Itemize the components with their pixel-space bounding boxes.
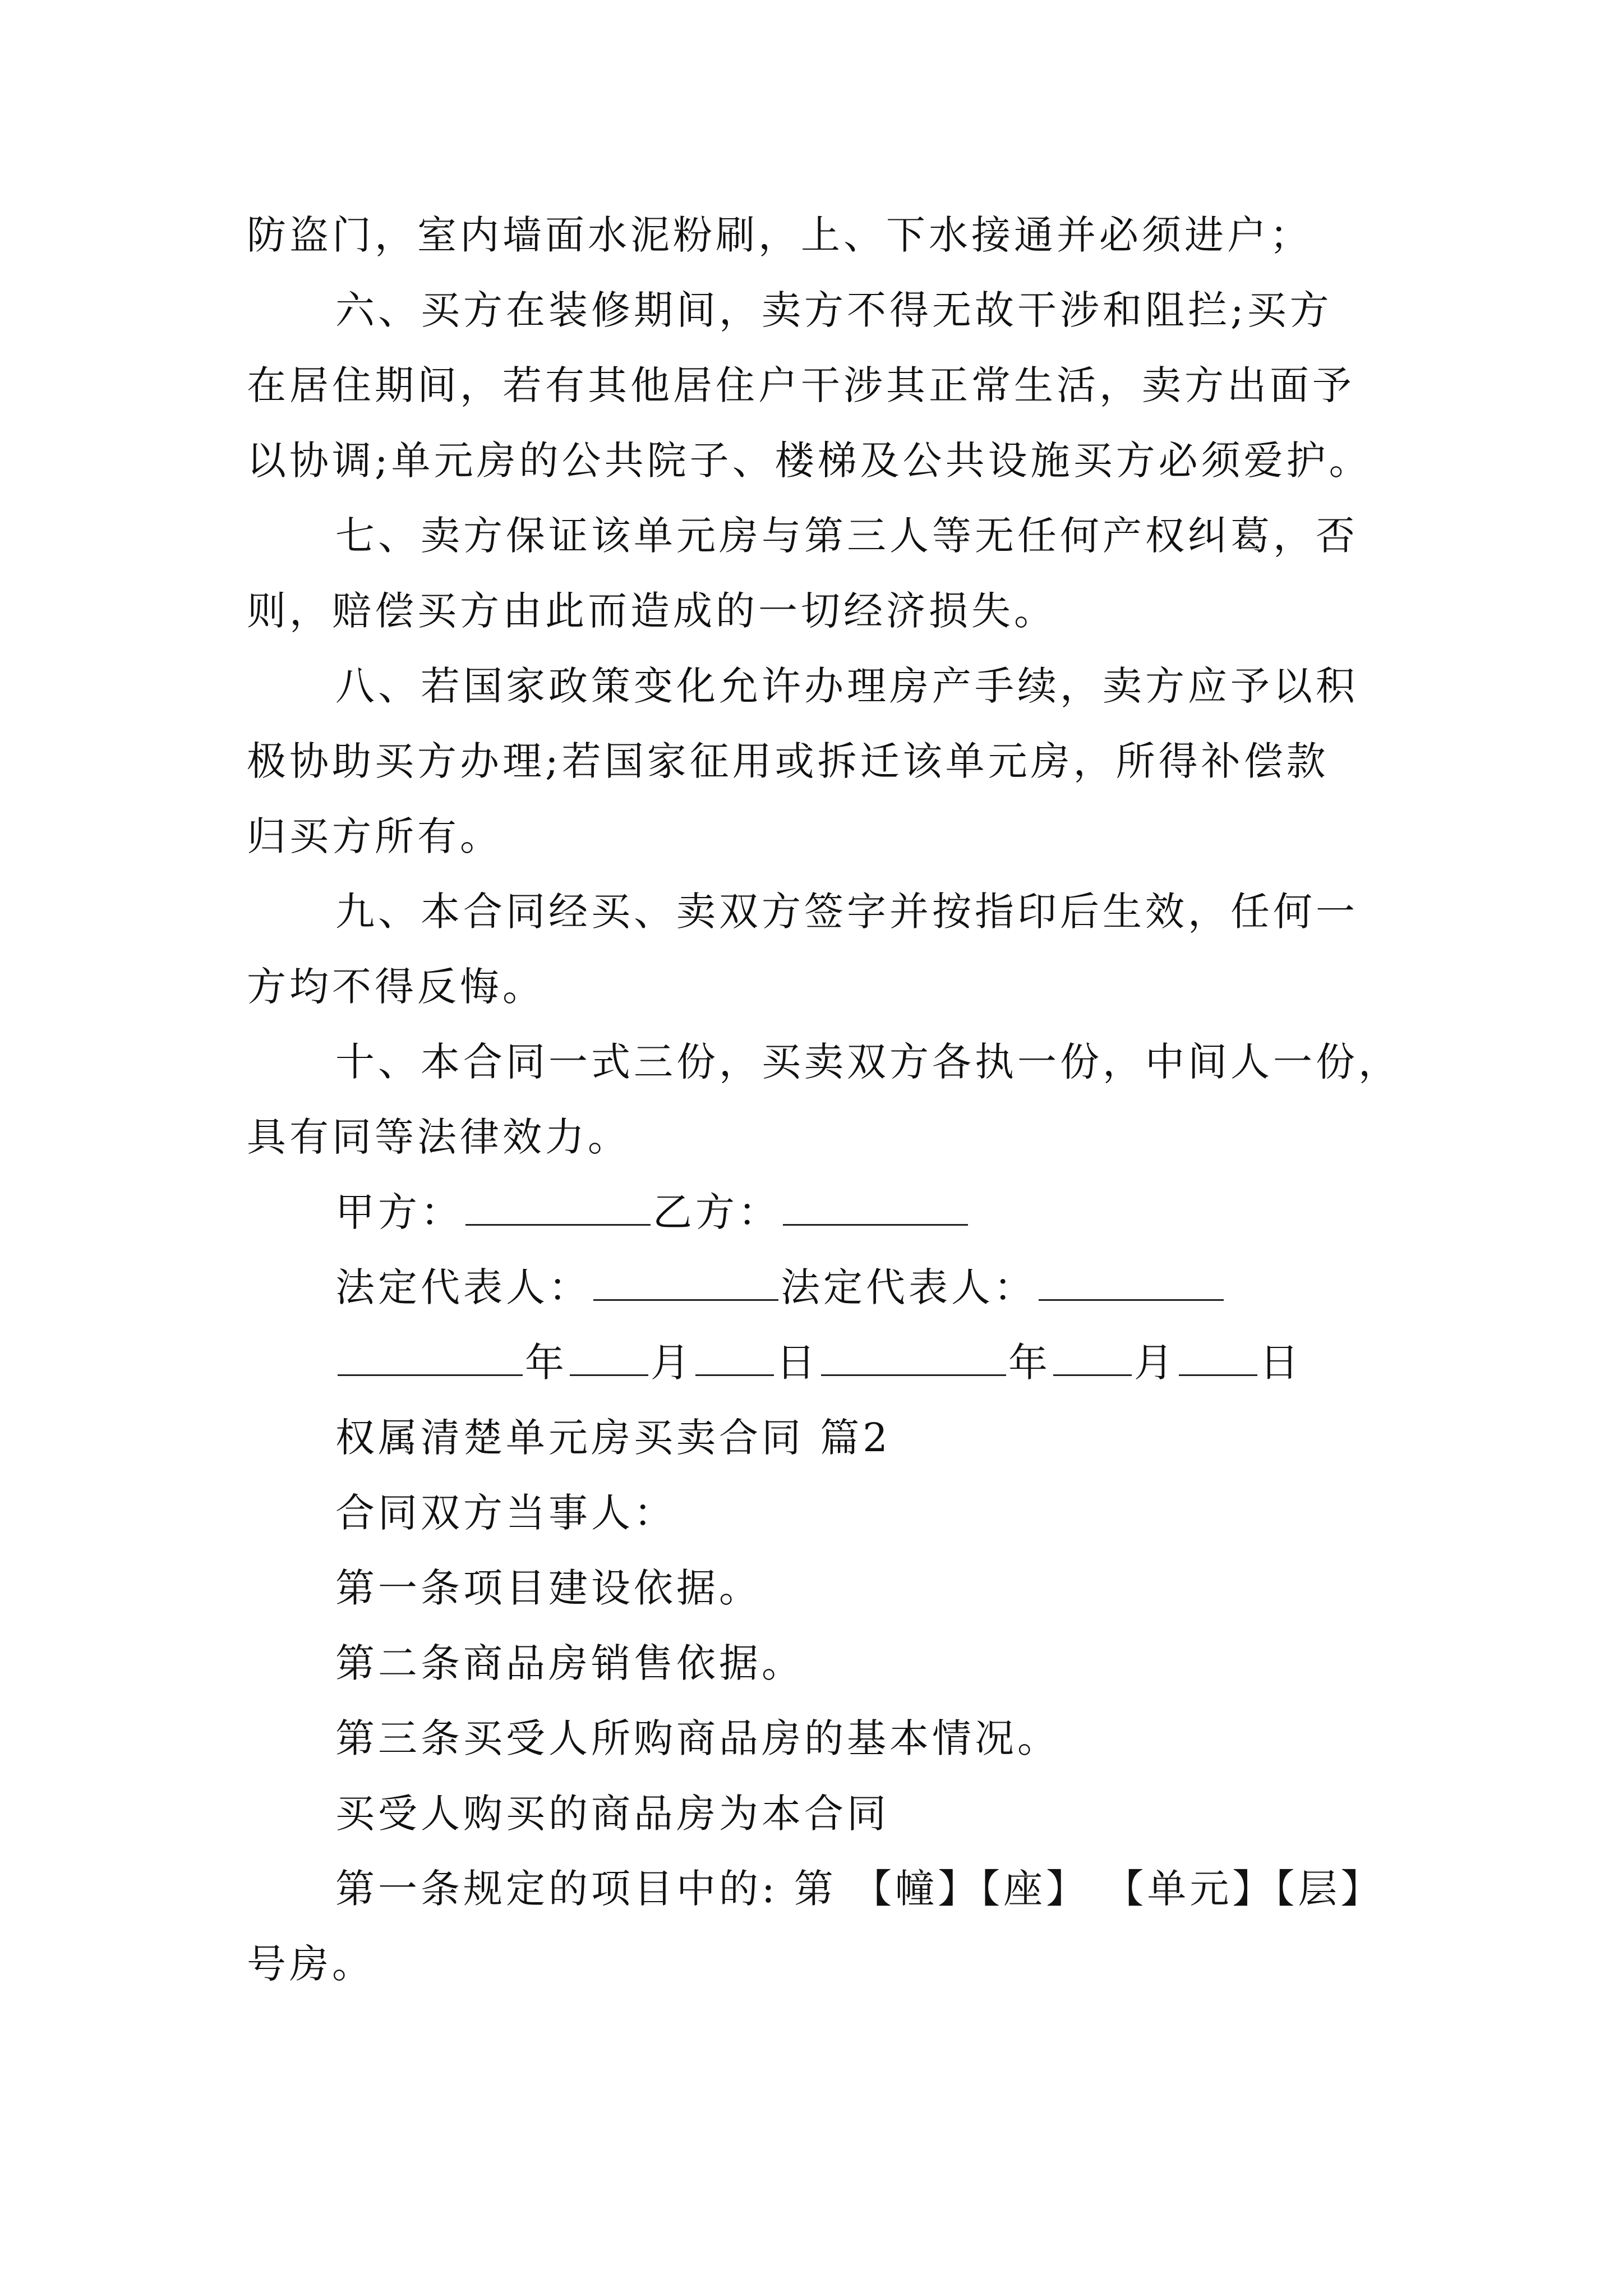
party-a-label: 甲方： [335,1189,463,1235]
paragraph-line: 以协调;单元房的公共院子、楼梯及公共设施买方必须爱护。 [247,438,1372,484]
paragraph-line: 方均不得反悔。 [247,964,545,1010]
month-b-blank [1053,1337,1132,1376]
clause-seven-line: 七、卖方保证该单元房与第三人等无任何产权纠葛，否 [335,513,1358,559]
clause-eight-line: 八、若国家政策变化允许办理房产手续，卖方应予以积 [335,663,1358,709]
paragraph-line: 防盗门，室内墙面水泥粉刷，上、下水接通并必须进户； [247,212,1312,258]
month-b-label: 月 [1134,1340,1177,1386]
clause-nine-line: 九、本合同经买、卖双方签字并按指印后生效，任何一 [335,889,1358,935]
paragraph-line: 极协助买方办理;若国家征用或拆迁该单元房，所得补偿款 [247,738,1329,784]
contract-line: 第三条买受人所购商品房的基本情况。 [335,1715,1060,1761]
contract-line: 第一条规定的项目中的: 第 【幢】【座】 【单元】【层】 [335,1866,1384,1912]
party-b-blank [783,1187,968,1226]
year-b-label: 年 [1008,1340,1051,1386]
legal-rep-line [247,1250,1408,1325]
year-b-blank [821,1337,1006,1376]
month-a-label: 月 [651,1340,693,1386]
paragraph-line: 归买方所有。 [247,813,502,859]
legal-rep-a-blank [593,1262,778,1301]
section-title: 权属清楚单元房买卖合同 篇2 [335,1415,891,1461]
legal-rep-b-blank [1039,1262,1224,1301]
document-body [247,197,1408,2001]
contract-line: 买受人购买的商品房为本合同 [335,1791,889,1837]
clause-six-line: 六、买方在装修期间，卖方不得无故干涉和阻拦;买方 [335,287,1332,333]
contract-line: 号房。 [247,1941,375,1987]
paragraph-line: 则，赔偿买方由此而造成的一切经济损失。 [247,588,1057,634]
party-a-blank [465,1187,651,1226]
party-b-label: 乙方： [653,1189,781,1235]
contract-line: 合同双方当事人： [335,1490,676,1536]
contract-line: 第二条商品房销售依据。 [335,1640,804,1686]
day-a-label: 日 [776,1340,819,1386]
year-a-blank [338,1337,523,1376]
legal-rep-b-label: 法定代表人： [781,1264,1036,1310]
paragraph-line: 在居住期间，若有其他居住户干涉其正常生活，卖方出面予 [247,362,1355,408]
paragraph-line: 具有同等法律效力。 [247,1114,630,1160]
day-b-label: 日 [1260,1340,1302,1386]
clause-ten-line: 十、本合同一式三份，买卖双方各执一份，中间人一份， [335,1039,1401,1085]
contract-line: 第一条项目建设依据。 [335,1565,762,1611]
year-a-label: 年 [525,1340,568,1386]
date-line [247,1325,1408,1400]
month-a-blank [570,1337,648,1376]
day-a-blank [695,1337,774,1376]
legal-rep-a-label: 法定代表人： [335,1264,591,1310]
party-signature-line [247,1175,1408,1250]
day-b-blank [1179,1337,1257,1376]
